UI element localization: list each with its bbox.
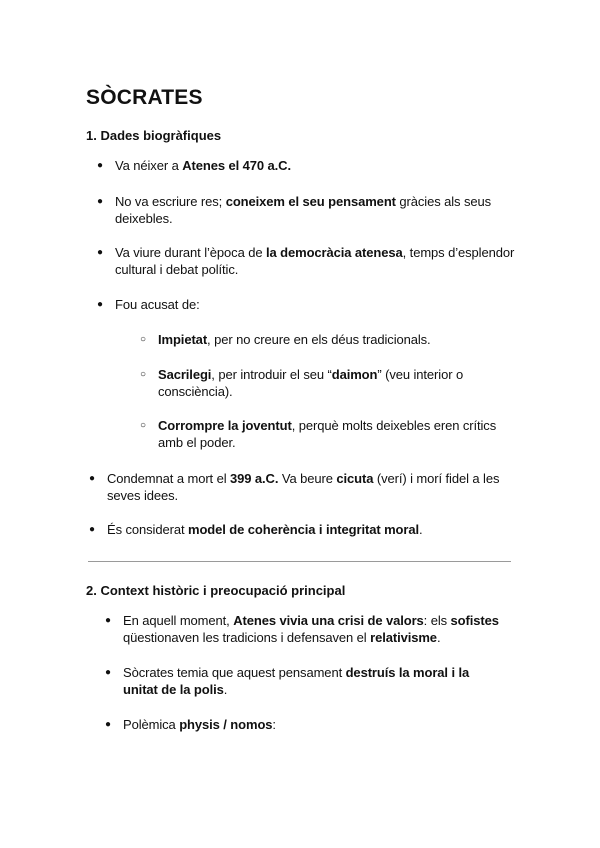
bullet-icon: ● <box>97 247 103 258</box>
horizontal-divider <box>88 561 511 562</box>
bullet-icon: ● <box>97 160 103 171</box>
sub-list-item: ○ Corrompre la joventut, perquè molts deixebles eren crítics amb el poder. <box>140 418 497 450</box>
list-item: ● No va escriure res; coneixem el seu pensament gràcies als seus deixebles. <box>97 194 492 226</box>
bullet-icon: ● <box>89 473 95 484</box>
page-title: SÒCRATES <box>86 86 203 109</box>
list-item: ● Va néixer a Atenes el 470 a.C. <box>97 158 291 173</box>
list-item: ● Polèmica physis / nomos: <box>105 717 276 732</box>
list-item: ● Condemnat a mort el 399 a.C. Va beure cicuta (verí) i morí fidel a les seves idees. <box>89 471 500 503</box>
list-item: ● És considerat model de coherència i integritat moral. <box>89 522 423 537</box>
hollow-bullet-icon: ○ <box>140 334 146 345</box>
bullet-icon: ● <box>97 196 103 207</box>
list-item: ● En aquell moment, Atenes vivia una crisi de valors: els sofistes qüestionaven les tradicions i defensaven el relativisme. <box>105 613 499 645</box>
bullet-icon: ● <box>105 615 111 626</box>
hollow-bullet-icon: ○ <box>140 369 146 380</box>
hollow-bullet-icon: ○ <box>140 420 146 431</box>
bullet-icon: ● <box>89 524 95 535</box>
bullet-icon: ● <box>97 299 103 310</box>
bullet-icon: ● <box>105 667 111 678</box>
section-heading-context: 2. Context històric i preocupació principal <box>86 583 346 598</box>
sub-list-item: ○ Sacrilegi, per introduir el seu “daimon” (veu interior o consciència). <box>140 367 464 399</box>
sub-list-item: ○ Impietat, per no creure en els déus tradicionals. <box>140 332 431 347</box>
section-heading-biography: 1. Dades biogràfiques <box>86 128 222 143</box>
bullet-icon: ● <box>105 719 111 730</box>
list-item: ● Sòcrates temia que aquest pensament destruís la moral i la unitat de la polis. <box>105 665 470 697</box>
list-item: ● Va viure durant l’època de la democràcia atenesa, temps d’esplendor cultural i debat polític. <box>97 245 515 277</box>
list-item: ● Fou acusat de: <box>97 297 200 312</box>
